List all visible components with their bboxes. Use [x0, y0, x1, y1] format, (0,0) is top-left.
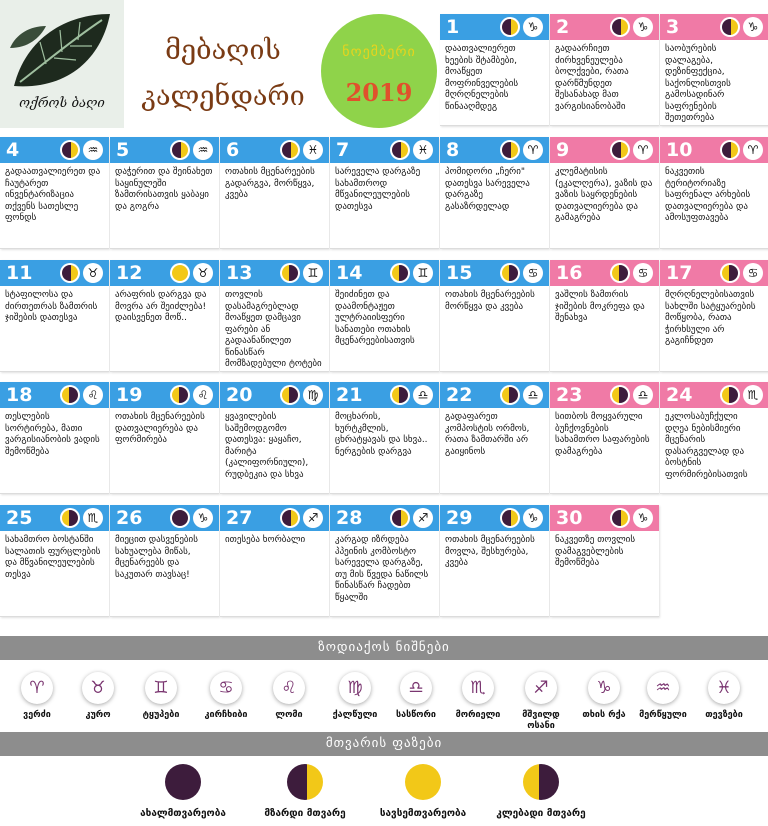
day-header: [660, 260, 768, 286]
moon-phase-icon: [280, 385, 300, 405]
zodiac-item: [8, 672, 66, 721]
day-header: [550, 137, 659, 163]
zodiac-name: მშვილდ ოსანი: [522, 710, 560, 731]
zodiac-symbol-icon: ♋: [210, 672, 242, 704]
moon-phase-icon: [60, 385, 80, 405]
calendar-day-9: [550, 137, 659, 249]
zodiac-sign-icon: ♑: [523, 508, 543, 528]
day-header: [440, 382, 549, 408]
title-line-1: მებაღის: [165, 35, 281, 66]
zodiac-item: [512, 672, 570, 732]
day-number: 30: [556, 507, 583, 529]
moon-phase-icon: [390, 263, 410, 283]
day-header: [0, 260, 109, 286]
day-task-text: შეიძინეთ და დაამონტაჟეთ ულტრაიისფერი სანათები ოთახის მცენარეებისათვის: [335, 290, 415, 346]
zodiac-sign-icon: ♌: [83, 385, 103, 405]
moon-phase-icon: [390, 140, 410, 160]
day-header: [440, 260, 549, 286]
zodiac-name: ქალწული: [332, 710, 378, 720]
calendar-day-15: [440, 260, 549, 372]
day-task-text: ოთახის მცენარეების გადარგვა, მორწყვა, კვება: [225, 167, 315, 200]
zodiac-symbol-icon: ♊: [145, 672, 177, 704]
day-number: 6: [226, 139, 240, 161]
day-number: 10: [666, 139, 693, 161]
day-number: 15: [446, 262, 473, 284]
moon-phase-icon: [610, 508, 630, 528]
moon-phase-icon: [280, 508, 300, 528]
day-number: 2: [556, 16, 570, 38]
zodiac-sign-icon: ♐: [413, 508, 433, 528]
day-task-text: პომიდორი „ჩერი" დათესვა სარეველა დარგაზე გასაზრდელად: [445, 167, 530, 212]
zodiac-sign-icon: ♎: [633, 385, 653, 405]
logo-text: ოქროს ბაღი: [19, 96, 105, 111]
day-header: [550, 14, 659, 40]
day-header: [110, 260, 219, 286]
day-number: 18: [6, 384, 33, 406]
day-task-text: მღრღნელებისათვის სახლში სატყუარების მოწყობა, რათა ჭირხსული არ გაგიჩნდეთ: [665, 290, 756, 346]
moon-phase-icon: [60, 263, 80, 283]
zodiac-symbol-icon: ♓: [708, 672, 740, 704]
day-header: [220, 137, 329, 163]
zodiac-symbol-icon: ♒: [647, 672, 679, 704]
moon-phase-icon: [60, 140, 80, 160]
calendar-day-2: [550, 14, 659, 126]
calendar-day-22: [440, 382, 549, 494]
calendar-day-18: [0, 382, 109, 494]
day-number: 14: [336, 262, 363, 284]
zodiac-item: [260, 672, 318, 721]
day-task-text: ოთახის მცენარეების დათვალიერება და ფორმირება: [115, 412, 205, 445]
moon-new-icon: [165, 764, 201, 800]
moon-phase-icon: [390, 385, 410, 405]
moon-phase-item: [118, 764, 248, 819]
day-number: 22: [446, 384, 473, 406]
moon-phase-name: კლებადი მთვარე: [496, 808, 586, 819]
day-task-text: ოთახის მცენარეების მორწყვა და კვება: [445, 290, 535, 312]
moon-phase-icon: [500, 140, 520, 160]
day-number: 8: [446, 139, 460, 161]
day-task-text: ყვავილების საშემოდგომო დათესვა: ყაყაჩო, მარიტა (კალიფორნიული), რუდბეკია და სხვა: [225, 412, 309, 480]
day-header: [660, 382, 768, 408]
day-task-text: ნაკვეთზე თოვლის დამაგვებლების შემოწმება: [555, 535, 636, 568]
zodiac-symbol-icon: ♉: [82, 672, 114, 704]
moon-phase-icon: [720, 17, 740, 37]
day-task-text: კლემატისის (ეკალღერა), ვაზის და ვაზის საყრდენების დათვალიერება და გამაგრება: [555, 167, 653, 223]
day-header: [110, 137, 219, 163]
zodiac-sign-icon: ♉: [193, 263, 213, 283]
calendar-day-28: [330, 505, 439, 617]
moon-phase-icon: [500, 17, 520, 37]
zodiac-symbol-icon: ♈: [21, 672, 53, 704]
day-header: [440, 505, 549, 531]
moon-phase-icon: [280, 140, 300, 160]
zodiac-sign-icon: ♈: [743, 140, 763, 160]
moon-phase-icon: [720, 385, 740, 405]
zodiac-sign-icon: ♍: [303, 385, 323, 405]
day-task-text: არაფრის დარგვა და მოვრა არ შეიძლება! დაისვენეთ მოწ..: [115, 290, 207, 323]
day-number: 16: [556, 262, 583, 284]
moon-phase-icon: [500, 263, 520, 283]
zodiac-sign-icon: ♓: [303, 140, 323, 160]
zodiac-sign-icon: ♌: [193, 385, 213, 405]
zodiac-sign-icon: ♋: [633, 263, 653, 283]
day-task-text: მიეცით დასვენების სახუალება მიწას, მცენარეებს და საკუთარ თავსაც!: [115, 535, 198, 580]
day-task-text: ნაკვეთის ტერიტორიაზე საფრენალ არხების დათვალიერება და ამოსუფთავება: [665, 167, 751, 223]
moon-phases-section-title: მთვარის ფაზები: [0, 732, 768, 756]
zodiac-sign-icon: ♊: [413, 263, 433, 283]
zodiac-sign-icon: ♑: [633, 17, 653, 37]
day-header: [330, 382, 439, 408]
moon-phase-icon: [720, 140, 740, 160]
zodiac-sign-icon: ♑: [193, 508, 213, 528]
day-header: [110, 505, 219, 531]
zodiac-sign-icon: ♒: [193, 140, 213, 160]
day-number: 12: [116, 262, 143, 284]
day-number: 11: [6, 262, 33, 284]
day-task-text: გადაარჩიეთ ძირხვენეულება ბოლქვები, რათა დარწმუნდეთ შესანახად მათ ვარგისიანობაში: [555, 44, 629, 112]
zodiac-item: [132, 672, 190, 721]
zodiac-name: ვერძი: [23, 710, 51, 720]
moon-phase-icon: [170, 140, 190, 160]
zodiac-name: კურო: [85, 710, 111, 720]
zodiac-item: [387, 672, 445, 721]
day-task-text: გადაფარეთ კომპოსტის ორმოს, რათა ზამთარში არ გაიყინოს: [445, 412, 530, 457]
calendar-day-17: [660, 260, 768, 372]
zodiac-sign-icon: ♎: [413, 385, 433, 405]
day-header: [220, 505, 329, 531]
zodiac-sign-icon: ♊: [303, 263, 323, 283]
zodiac-sign-icon: ♈: [633, 140, 653, 160]
day-number: 26: [116, 507, 143, 529]
day-number: 23: [556, 384, 583, 406]
zodiac-name: თევზები: [705, 710, 743, 720]
day-number: 3: [666, 16, 680, 38]
day-header: [440, 14, 549, 40]
zodiac-name: მორიელი: [455, 710, 501, 720]
calendar-day-29: [440, 505, 549, 617]
day-task-text: სტაფილოსა და ძირთეთრას ზამთრის ჯიშების დათესვა: [5, 290, 98, 323]
zodiac-sign-icon: ♏: [743, 385, 763, 405]
calendar-day-11: [0, 260, 109, 372]
zodiac-section-title: ზოდიაქოს ნიშნები: [0, 636, 768, 660]
zodiac-symbol-icon: ♑: [588, 672, 620, 704]
zodiac-name: ტყუპები: [142, 710, 180, 720]
calendar-day-10: [660, 137, 768, 249]
day-number: 7: [336, 139, 350, 161]
calendar-day-1: [440, 14, 549, 126]
day-task-text: დაჭერით და შეინახეთ საყინულეში ზამთრისათვის ყაბაყი და გოგრა: [115, 167, 213, 212]
day-task-text: თოვლის დასამაგრებლად მოაწყეთ დამცავი ფარები ან გადაანაწილეთ წინასწარ მომზადებული ტოტები: [225, 290, 322, 369]
zodiac-sign-icon: ♋: [743, 263, 763, 283]
calendar-day-7: [330, 137, 439, 249]
day-header: [0, 382, 109, 408]
zodiac-item: [449, 672, 507, 721]
moon-phase-name: მზარდი მთვარე: [264, 808, 346, 819]
zodiac-item: [326, 672, 384, 721]
title-line-2: კალენდარი: [141, 81, 305, 112]
moon-phase-item: [358, 764, 488, 819]
zodiac-item: [695, 672, 753, 721]
zodiac-item: [634, 672, 692, 721]
day-header: [550, 382, 659, 408]
zodiac-symbol-icon: ♏: [462, 672, 494, 704]
day-header: [220, 260, 329, 286]
zodiac-symbol-icon: ♐: [525, 672, 557, 704]
moon-phase-icon: [170, 385, 190, 405]
moon-phase-icon: [170, 508, 190, 528]
moon-phase-item: [476, 764, 606, 819]
day-number: 20: [226, 384, 253, 406]
day-task-text: დაათვალიერეთ ხეების შტამბები, მოაწყეთ მოფრინველების მღრღნელების წინააღმდეგ: [445, 44, 519, 112]
calendar-day-24: [660, 382, 768, 494]
day-header: [660, 137, 768, 163]
day-header: [110, 382, 219, 408]
day-task-text: სარეველა დარგაზე სახამთროდ მწვანილეულების დათესვა: [335, 167, 421, 212]
day-task-text: მოცხარის, ხურტკმლის, ცხრატყავას და სხვა.. ნერგების დარგვა: [335, 412, 428, 457]
moon-phase-icon: [500, 508, 520, 528]
day-number: 29: [446, 507, 473, 529]
day-task-text: ეკლოსაბუჩქული დღეა ნებისმიერი მცენარის დასარგველად და ბოსტნის ფორმირებისათვის: [665, 412, 748, 480]
calendar-day-21: [330, 382, 439, 494]
moon-phase-icon: [610, 263, 630, 283]
day-number: 17: [666, 262, 693, 284]
zodiac-item: [69, 672, 127, 721]
zodiac-sign-icon: ♑: [743, 17, 763, 37]
day-number: 13: [226, 262, 253, 284]
zodiac-name: ლომი: [275, 710, 303, 720]
day-header: [550, 505, 659, 531]
zodiac-symbol-icon: ♍: [339, 672, 371, 704]
zodiac-sign-icon: ♋: [523, 263, 543, 283]
day-number: 28: [336, 507, 363, 529]
day-task-text: სახამთრო ბოსტანში სალათის ფურცლების და მწვანილეულების თესვა: [5, 535, 101, 580]
day-header: [440, 137, 549, 163]
calendar-day-20: [220, 382, 329, 494]
calendar-day-8: [440, 137, 549, 249]
calendar-day-19: [110, 382, 219, 494]
day-header: [330, 505, 439, 531]
calendar-day-26: [110, 505, 219, 617]
moon-phase-name: სავსემთვარეობა: [379, 808, 467, 819]
day-header: [660, 14, 768, 40]
calendar-day-25: [0, 505, 109, 617]
moon-phase-name: ახალმთვარეობა: [140, 808, 226, 819]
day-header: [330, 260, 439, 286]
calendar-day-13: [220, 260, 329, 372]
zodiac-symbol-icon: ♌: [273, 672, 305, 704]
zodiac-name: სასწორი: [395, 710, 436, 720]
day-task-text: გადაათვალიერეთ და ჩაუტარეთ ინვენტარიზაცია თქვენს სათესლე ფონდს: [5, 167, 101, 223]
calendar-day-12: [110, 260, 219, 372]
day-number: 1: [446, 16, 460, 38]
day-task-text: სითბოს მოყვარული ბუჩქოვნების სახამთრო საფარების დამაგრება: [555, 412, 650, 457]
moon-waning-icon: [523, 764, 559, 800]
calendar-day-6: [220, 137, 329, 249]
zodiac-sign-icon: ♈: [523, 140, 543, 160]
day-number: 24: [666, 384, 693, 406]
moon-phase-icon: [720, 263, 740, 283]
day-number: 9: [556, 139, 570, 161]
moon-phase-icon: [610, 140, 630, 160]
calendar-day-3: [660, 14, 768, 126]
moon-phase-icon: [170, 263, 190, 283]
calendar-day-23: [550, 382, 659, 494]
moon-phase-icon: [610, 385, 630, 405]
zodiac-sign-icon: ♒: [83, 140, 103, 160]
calendar-day-14: [330, 260, 439, 372]
zodiac-name: მერწყული: [639, 710, 687, 720]
calendar-day-27: [220, 505, 329, 617]
day-number: 27: [226, 507, 253, 529]
day-header: [330, 137, 439, 163]
month-name: ნოემბერი: [342, 44, 416, 60]
day-task-text: ითესება ხორბალი: [225, 535, 306, 545]
calendar-day-30: [550, 505, 659, 617]
day-task-text: თესლების სორტირება, მათი ვარგისიანობის ვადის შემოწმება: [5, 412, 100, 457]
zodiac-name: კირჩხიბი: [204, 710, 248, 720]
moon-phase-icon: [500, 385, 520, 405]
day-task-text: ვაშლის ზამთრის ჯიშების მოკრეფა და შენახვა: [555, 290, 645, 323]
zodiac-sign-icon: ♑: [633, 508, 653, 528]
moon-waxing-icon: [287, 764, 323, 800]
day-task-text: საობურების დალაგება, დეზინფექცია, საქონლისთვის გამოსადინარ საფრენების შეთეთრება: [665, 44, 731, 123]
day-header: [0, 505, 109, 531]
moon-full-icon: [405, 764, 441, 800]
day-number: 19: [116, 384, 143, 406]
zodiac-sign-icon: ♏: [83, 508, 103, 528]
day-number: 25: [6, 507, 33, 529]
zodiac-sign-icon: ♓: [413, 140, 433, 160]
day-number: 4: [6, 139, 20, 161]
moon-phase-icon: [390, 508, 410, 528]
zodiac-name: თხის რქა: [582, 710, 626, 720]
calendar-day-5: [110, 137, 219, 249]
day-header: [0, 137, 109, 163]
zodiac-sign-icon: ♑: [523, 17, 543, 37]
zodiac-sign-icon: ♎: [523, 385, 543, 405]
zodiac-sign-icon: ♉: [83, 263, 103, 283]
day-number: 5: [116, 139, 130, 161]
moon-phase-item: [240, 764, 370, 819]
day-header: [220, 382, 329, 408]
zodiac-sign-icon: ♐: [303, 508, 323, 528]
zodiac-item: [197, 672, 255, 721]
day-header: [550, 260, 659, 286]
day-task-text: კარგად იზრდება პპეინის კომბოსტო სარეველა დარგაზე, თუ მის წვედა ნაწილს წინასწარ ჩადებთ წყალში: [335, 535, 429, 603]
day-task-text: ოთახის მცენარეების მოვლა, შესხურება, კვება: [445, 535, 535, 568]
zodiac-item: [575, 672, 633, 721]
calendar-day-4: [0, 137, 109, 249]
moon-phase-icon: [280, 263, 300, 283]
calendar-day-16: [550, 260, 659, 372]
day-number: 21: [336, 384, 363, 406]
moon-phase-icon: [60, 508, 80, 528]
moon-phase-icon: [610, 17, 630, 37]
month-year: 2019: [345, 78, 413, 107]
zodiac-symbol-icon: ♎: [400, 672, 432, 704]
